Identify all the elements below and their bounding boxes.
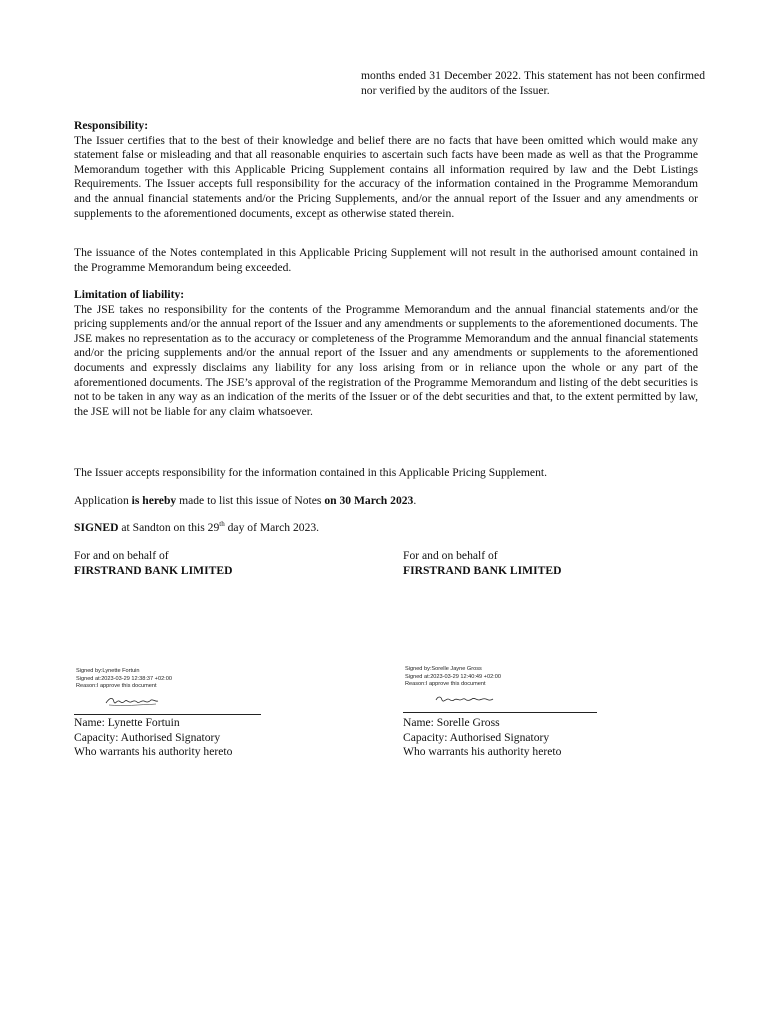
company-name: FIRSTRAND BANK LIMITED <box>74 563 233 577</box>
limitation-body: The JSE takes no responsibility for the contents of the Programme Memorandum and the annual financial statements and/or the pricing supplements and/or the annual report of the Issuer and any amendments or supplements to the aforementioned documents. The JSE makes no representation as to the accuracy or completeness of the Programme Memorandum and the annual financial statements and/or the pricing supplements and/or the annual report of the Issuer and any amendments or supplements to the aforementioned documents and expressly disclaims any liability for any loss arising from or in reliance upon the whole or any part of the aforementioned documents. The JSE’s approval of the registration of the Programme Memorandum and listing of the debt securities is not to be taken in any way as an indication of the merits of the Issuer or of the debt securities and that, to the extent permitted by law, the JSE will not be liable for any claim whatsoever. <box>74 302 698 418</box>
company-name: FIRSTRAND BANK LIMITED <box>403 563 562 577</box>
signatory-1-capacity: Capacity: Authorised Signatory <box>74 730 221 744</box>
signatory-1-header <box>74 549 304 578</box>
signed-statement: SIGNED at Sandton on this 29th day of March 2023. <box>74 520 320 534</box>
application-statement: Application is hereby made to list this issue of Notes on 30 March 2023. <box>74 494 417 507</box>
signatory-2-name: Name: Sorelle Gross <box>403 716 500 729</box>
signatory-1-warrant: Who warrants his authority hereto <box>74 745 233 759</box>
signature-2-line <box>403 712 597 713</box>
continuation-paragraph: months ended 31 December 2022. This statement has not been confirmed nor verified by the auditors of the Issuer. <box>361 69 705 97</box>
signatory-2-capacity: Capacity: Authorised Signatory <box>403 730 550 744</box>
on-behalf-label: For and on behalf of <box>403 549 498 562</box>
limitation-section <box>74 288 698 419</box>
responsibility-section <box>74 119 698 221</box>
issuance-paragraph: The issuance of the Notes contemplated in this Applicable Pricing Supplement will not result in the authorised amount contained in the Programme Memorandum being exceeded. <box>74 246 698 274</box>
issuance-section <box>74 246 698 275</box>
signatory-2-details <box>403 716 643 760</box>
signatory-2-digital-stamp: Signed by:Sorelle Jayne Gross Signed at:2023-03-29 12:40:49 +02:00 Reason:I approve this document <box>405 666 501 688</box>
acceptance-statement: The Issuer accepts responsibility for the information contained in this Applicable Pricing Supplement. <box>74 466 547 479</box>
signature-2-image <box>434 692 496 706</box>
responsibility-heading: Responsibility: <box>74 119 149 132</box>
responsibility-body: The Issuer certifies that to the best of their knowledge and belief there are no facts that have been omitted which would make any statement false or misleading and that all reasonable enquiries to ascertain such facts have been made as well as that the Programme Memorandum together with this Applicable Pricing Supplement contains all information required by law and the Debt Listings Requirements. The Issuer accepts full responsibility for the accuracy of the information contained in the Programme Memorandum and the annual financial statements and/or the Pricing Supplements, and/or the annual report of the Issuer and any amendments or supplements to the aforementioned documents, except as otherwise stated therein. <box>74 133 698 220</box>
signature-1-image <box>104 694 164 708</box>
signatory-1-details <box>74 716 314 760</box>
signature-1-line <box>74 714 261 715</box>
signatory-2-header <box>403 549 633 578</box>
signatory-2-warrant: Who warrants his authority hereto <box>403 745 562 759</box>
signatory-1-digital-stamp: Signed by:Lynette Fortuin Signed at:2023-03-29 12:38:37 +02:00 Reason:I approve this document <box>76 668 172 690</box>
on-behalf-label: For and on behalf of <box>74 549 169 562</box>
signatory-1-name: Name: Lynette Fortuin <box>74 716 180 729</box>
limitation-heading: Limitation of liability: <box>74 288 185 301</box>
